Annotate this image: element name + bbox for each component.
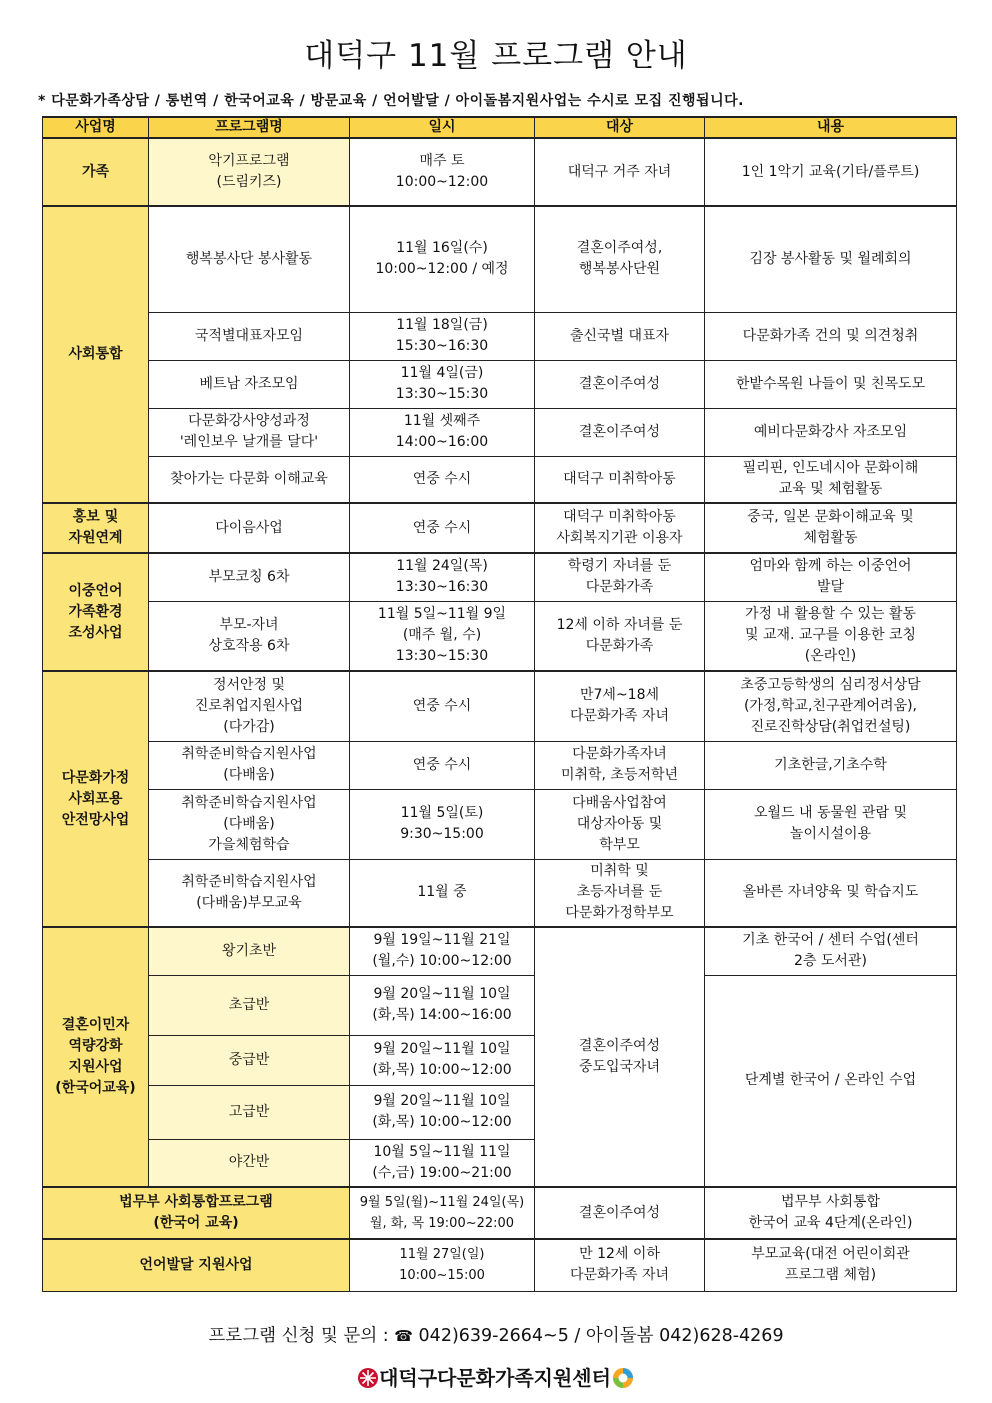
content-cell: 필리핀, 인도네시아 문화이해 교육 및 체험활동 <box>705 456 957 503</box>
org-logo-icon <box>357 1367 379 1389</box>
content-cell: 가정 내 활용할 수 있는 활동 및 교재. 교구를 이용한 코칭 (온라인) <box>705 601 957 671</box>
category-korean-education: 결혼이민자 역량강화 지원사업 (한국어교육) <box>43 927 149 1187</box>
program-name: 고급반 <box>149 1085 350 1139</box>
table-row <box>43 1187 957 1239</box>
table-header-row <box>43 117 957 138</box>
program-name: 베트남 자조모임 <box>149 360 350 408</box>
program-name: 야간반 <box>149 1139 350 1187</box>
category-family: 가족 <box>43 138 149 206</box>
target-cell: 대덕구 미취학아동 <box>535 456 705 503</box>
table-row <box>43 312 957 360</box>
datetime-cell: 연중 수시 <box>350 456 535 503</box>
datetime-cell: 11월 16일(수) 10:00~12:00 / 예정 <box>350 206 535 312</box>
datetime-cell: 11월 4일(금) 13:30~15:30 <box>350 360 535 408</box>
program-name: 중급반 <box>149 1035 350 1085</box>
main-phone: 042)639-2664~5 <box>418 1326 569 1346</box>
datetime-cell: 연중 수시 <box>350 671 535 741</box>
table-row <box>43 553 957 601</box>
table-row <box>43 1239 957 1291</box>
datetime-cell: 매주 토 10:00~12:00 <box>350 138 535 206</box>
target-cell: 결혼이주여성 중도입국자녀 <box>535 927 705 1187</box>
table-row <box>43 741 957 789</box>
program-name: 다이음사업 <box>149 503 350 553</box>
table-row <box>43 859 957 927</box>
content-cell: 부모교육(대전 어린이회관 프로그램 체험) <box>705 1239 957 1291</box>
program-name: 부모코칭 6차 <box>149 553 350 601</box>
program-name: 찾아가는 다문화 이해교육 <box>149 456 350 503</box>
target-cell: 다배움사업참여 대상자아동 및 학부모 <box>535 789 705 859</box>
content-cell: 1인 1악기 교육(기타/플루트) <box>705 138 957 206</box>
center-emblem-icon <box>611 1366 635 1390</box>
datetime-cell: 11월 18일(금) 15:30~16:30 <box>350 312 535 360</box>
program-name: 초급반 <box>149 975 350 1035</box>
table-row <box>43 503 957 553</box>
content-cell: 기초 한국어 / 센터 수업(센터 2층 도서관) <box>705 927 957 975</box>
table-row <box>43 408 957 456</box>
org-signature <box>0 1362 992 1391</box>
datetime-cell: 연중 수시 <box>350 503 535 553</box>
category-promotion: 홍보 및 자원연계 <box>43 503 149 553</box>
content-cell: 엄마와 함께 하는 이중언어 발달 <box>705 553 957 601</box>
table-row <box>43 138 957 206</box>
program-name: 국적별대표자모임 <box>149 312 350 360</box>
content-cell: 중국, 일본 문화이해교육 및 체험활동 <box>705 503 957 553</box>
target-cell: 출신국별 대표자 <box>535 312 705 360</box>
datetime-cell: 9월 20일~11월 10일 (화,목) 14:00~16:00 <box>350 975 535 1035</box>
target-cell: 결혼이주여성 <box>535 360 705 408</box>
content-cell: 오월드 내 동물원 관람 및 놀이시설이용 <box>705 789 957 859</box>
header-target: 대상 <box>535 117 705 138</box>
target-cell: 12세 이하 자녀를 둔 다문화가족 <box>535 601 705 671</box>
content-cell: 한밭수목원 나들이 및 친목도모 <box>705 360 957 408</box>
target-cell: 결혼이주여성 <box>535 408 705 456</box>
target-cell: 결혼이주여성 <box>535 1187 705 1239</box>
header-business: 사업명 <box>43 117 149 138</box>
org-name: 대덕구다문화가족지원센터 <box>379 1366 611 1390</box>
datetime-cell: 9월 19일~11월 21일 (월,수) 10:00~12:00 <box>350 927 535 975</box>
table-row <box>43 789 957 859</box>
program-name: 왕기초반 <box>149 927 350 975</box>
header-program: 프로그램명 <box>149 117 350 138</box>
childcare-phone: 042)628-4269 <box>659 1326 784 1346</box>
program-name: 정서안정 및 진로취업지원사업 (다가감) <box>149 671 350 741</box>
datetime-cell: 9월 20일~11월 10일 (화,목) 10:00~12:00 <box>350 1035 535 1085</box>
target-cell: 대덕구 거주 자녀 <box>535 138 705 206</box>
content-cell: 김장 봉사활동 및 월례회의 <box>705 206 957 312</box>
datetime-cell: 11월 중 <box>350 859 535 927</box>
target-cell: 미취학 및 초등자녀를 둔 다문화가정학부모 <box>535 859 705 927</box>
content-cell: 초중고등학생의 심리정서상담 (가정,학교,친구관계어려움), 진로진학상담(취업컨설팅) <box>705 671 957 741</box>
content-cell: 단계별 한국어 / 온라인 수업 <box>705 975 957 1187</box>
category-language-development: 언어발달 지원사업 <box>43 1239 350 1291</box>
target-cell: 만7세~18세 다문화가족 자녀 <box>535 671 705 741</box>
program-name: 악기프로그램 (드림키즈) <box>149 138 350 206</box>
childcare-label: 아이돌봄 <box>585 1326 654 1346</box>
datetime-cell: 9월 20일~11월 10일 (화,목) 10:00~12:00 <box>350 1085 535 1139</box>
target-cell: 다문화가족자녀 미취학, 초등저학년 <box>535 741 705 789</box>
content-cell: 다문화가족 건의 및 의견청취 <box>705 312 957 360</box>
category-safety-net: 다문화가정 사회포용 안전망사업 <box>43 671 149 927</box>
recruitment-notice: * 다문화가족상담 / 통번역 / 한국어교육 / 방문교육 / 언어발달 / 아이돌봄지원사업는 수시로 모집 진행됩니다. <box>38 93 744 109</box>
datetime-cell: 9월 5일(월)~11월 24일(목) 월, 화, 목 19:00~22:00 <box>350 1187 535 1239</box>
content-cell: 법무부 사회통합 한국어 교육 4단계(온라인) <box>705 1187 957 1239</box>
program-name: 다문화강사양성과정 '레인보우 날개를 달다' <box>149 408 350 456</box>
datetime-cell: 11월 5일(토) 9:30~15:00 <box>350 789 535 859</box>
phone-icon: ☎ <box>394 1327 413 1345</box>
inquiry-label: 프로그램 신청 및 문의 : <box>208 1326 389 1346</box>
contact-info <box>0 1322 992 1347</box>
table-row <box>43 975 957 1035</box>
datetime-cell: 11월 27일(일) 10:00~15:00 <box>350 1239 535 1291</box>
program-name: 취학준비학습지원사업 (다배움)부모교육 <box>149 859 350 927</box>
content-cell: 올바른 자녀양육 및 학습지도 <box>705 859 957 927</box>
datetime-cell: 10월 5일~11월 11일 (수,금) 19:00~21:00 <box>350 1139 535 1187</box>
header-datetime: 일시 <box>350 117 535 138</box>
target-cell: 결혼이주여성, 행복봉사단원 <box>535 206 705 312</box>
page-title: 대덕구 11월 프로그램 안내 <box>304 38 688 74</box>
target-cell: 학령기 자녀를 둔 다문화가족 <box>535 553 705 601</box>
category-justice-ministry: 법무부 사회통합프로그램 (한국어 교육) <box>43 1187 350 1239</box>
category-bilingual: 이중언어 가족환경 조성사업 <box>43 553 149 671</box>
datetime-cell: 11월 5일~11월 9일 (매주 월, 수) 13:30~15:30 <box>350 601 535 671</box>
content-cell: 예비다문화강사 자조모임 <box>705 408 957 456</box>
table-row <box>43 601 957 671</box>
datetime-cell: 11월 24일(목) 13:30~16:30 <box>350 553 535 601</box>
table-row <box>43 360 957 408</box>
program-name: 행복봉사단 봉사활동 <box>149 206 350 312</box>
datetime-cell: 연중 수시 <box>350 741 535 789</box>
datetime-cell: 11월 셋째주 14:00~16:00 <box>350 408 535 456</box>
table-row <box>43 206 957 312</box>
target-cell: 대덕구 미취학아동 사회복지기관 이용자 <box>535 503 705 553</box>
header-content: 내용 <box>705 117 957 138</box>
content-cell: 기초한글,기초수학 <box>705 741 957 789</box>
separator: / <box>574 1326 581 1346</box>
program-table <box>42 116 957 1292</box>
target-cell: 만 12세 이하 다문화가족 자녀 <box>535 1239 705 1291</box>
table-row <box>43 671 957 741</box>
table-row <box>43 456 957 503</box>
category-social-integration: 사회통합 <box>43 206 149 503</box>
program-name: 부모-자녀 상호작용 6차 <box>149 601 350 671</box>
table-row <box>43 927 957 975</box>
program-name: 취학준비학습지원사업 (다배움) 가을체험학습 <box>149 789 350 859</box>
program-name: 취학준비학습지원사업 (다배움) <box>149 741 350 789</box>
